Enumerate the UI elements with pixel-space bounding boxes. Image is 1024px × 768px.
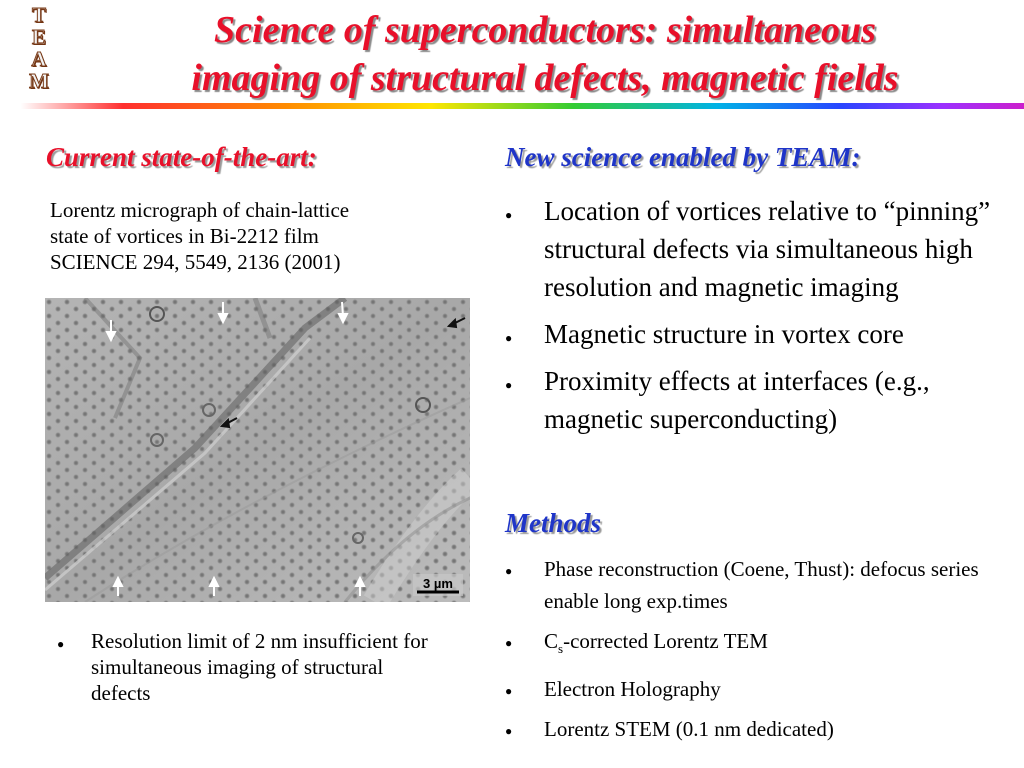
- list-item: [505, 673, 1015, 705]
- bullet-icon: ●: [505, 564, 513, 578]
- logo-letter-a: A: [31, 47, 47, 71]
- caption-line-3: SCIENCE 294, 5549, 2136 (2001): [50, 250, 341, 274]
- lorentz-micrograph: [45, 298, 470, 602]
- method-text-suffix: -corrected Lorentz TEM: [563, 629, 768, 653]
- title-line-2: imaging of structural defects, magnetic fields: [191, 57, 899, 99]
- methods-heading: Methods: [505, 508, 602, 538]
- list-item: [505, 553, 1015, 617]
- left-bullet-list: [57, 628, 437, 706]
- rainbow-divider: [0, 103, 1024, 109]
- bullet-text: Proximity effects at interfaces (e.g., magnetic superconducting): [544, 366, 930, 434]
- caption-line-2: state of vortices in Bi-2212 film: [50, 224, 319, 248]
- bullet-text: Magnetic structure in vortex core: [544, 319, 904, 349]
- scale-bar-label: 3 µm: [423, 576, 453, 591]
- caption-line-1: Lorentz micrograph of chain-lattice: [50, 198, 350, 222]
- method-text-prefix: C: [544, 629, 559, 653]
- micrograph-caption: [50, 197, 470, 275]
- new-science-heading: New science enabled by TEAM:: [505, 142, 861, 172]
- method-text: Electron Holography: [544, 677, 721, 702]
- bullet-icon: ●: [505, 378, 513, 392]
- team-logo: [22, 4, 56, 100]
- logo-letter-m: M: [29, 69, 49, 93]
- list-item: [57, 628, 437, 706]
- list-item: [505, 362, 1015, 438]
- list-item: [505, 713, 1015, 745]
- logo-letter-t: T: [31, 3, 46, 27]
- bullet-icon: ●: [57, 637, 65, 651]
- slide-title: [70, 6, 1020, 102]
- bullet-text: Resolution limit of 2 nm insufficient for simultaneous imaging of structural defects: [91, 629, 428, 705]
- list-item: [505, 625, 1015, 665]
- new-science-list: [505, 192, 1015, 447]
- title-line-1: Science of superconductors: simultaneous: [214, 9, 876, 51]
- bullet-text: Location of vortices relative to “pinning” structural defects via simultaneous high resolution and magnetic imaging: [544, 196, 991, 302]
- bullet-icon: ●: [505, 331, 513, 345]
- bullet-icon: ●: [505, 684, 513, 699]
- method-subscript: s: [558, 641, 564, 657]
- methods-list: [505, 553, 1015, 753]
- current-state-heading: Current state-of-the-art:: [46, 142, 317, 172]
- method-text: Phase reconstruction (Coene, Thust): defocus series enable long exp.times: [544, 557, 979, 613]
- bullet-icon: ●: [505, 208, 513, 222]
- bullet-icon: ●: [505, 636, 513, 650]
- list-item: [505, 315, 1015, 353]
- method-text: Lorentz STEM (0.1 nm dedicated): [544, 717, 834, 742]
- list-item: [505, 192, 1015, 306]
- logo-letter-e: E: [31, 25, 46, 49]
- bullet-icon: ●: [505, 724, 513, 739]
